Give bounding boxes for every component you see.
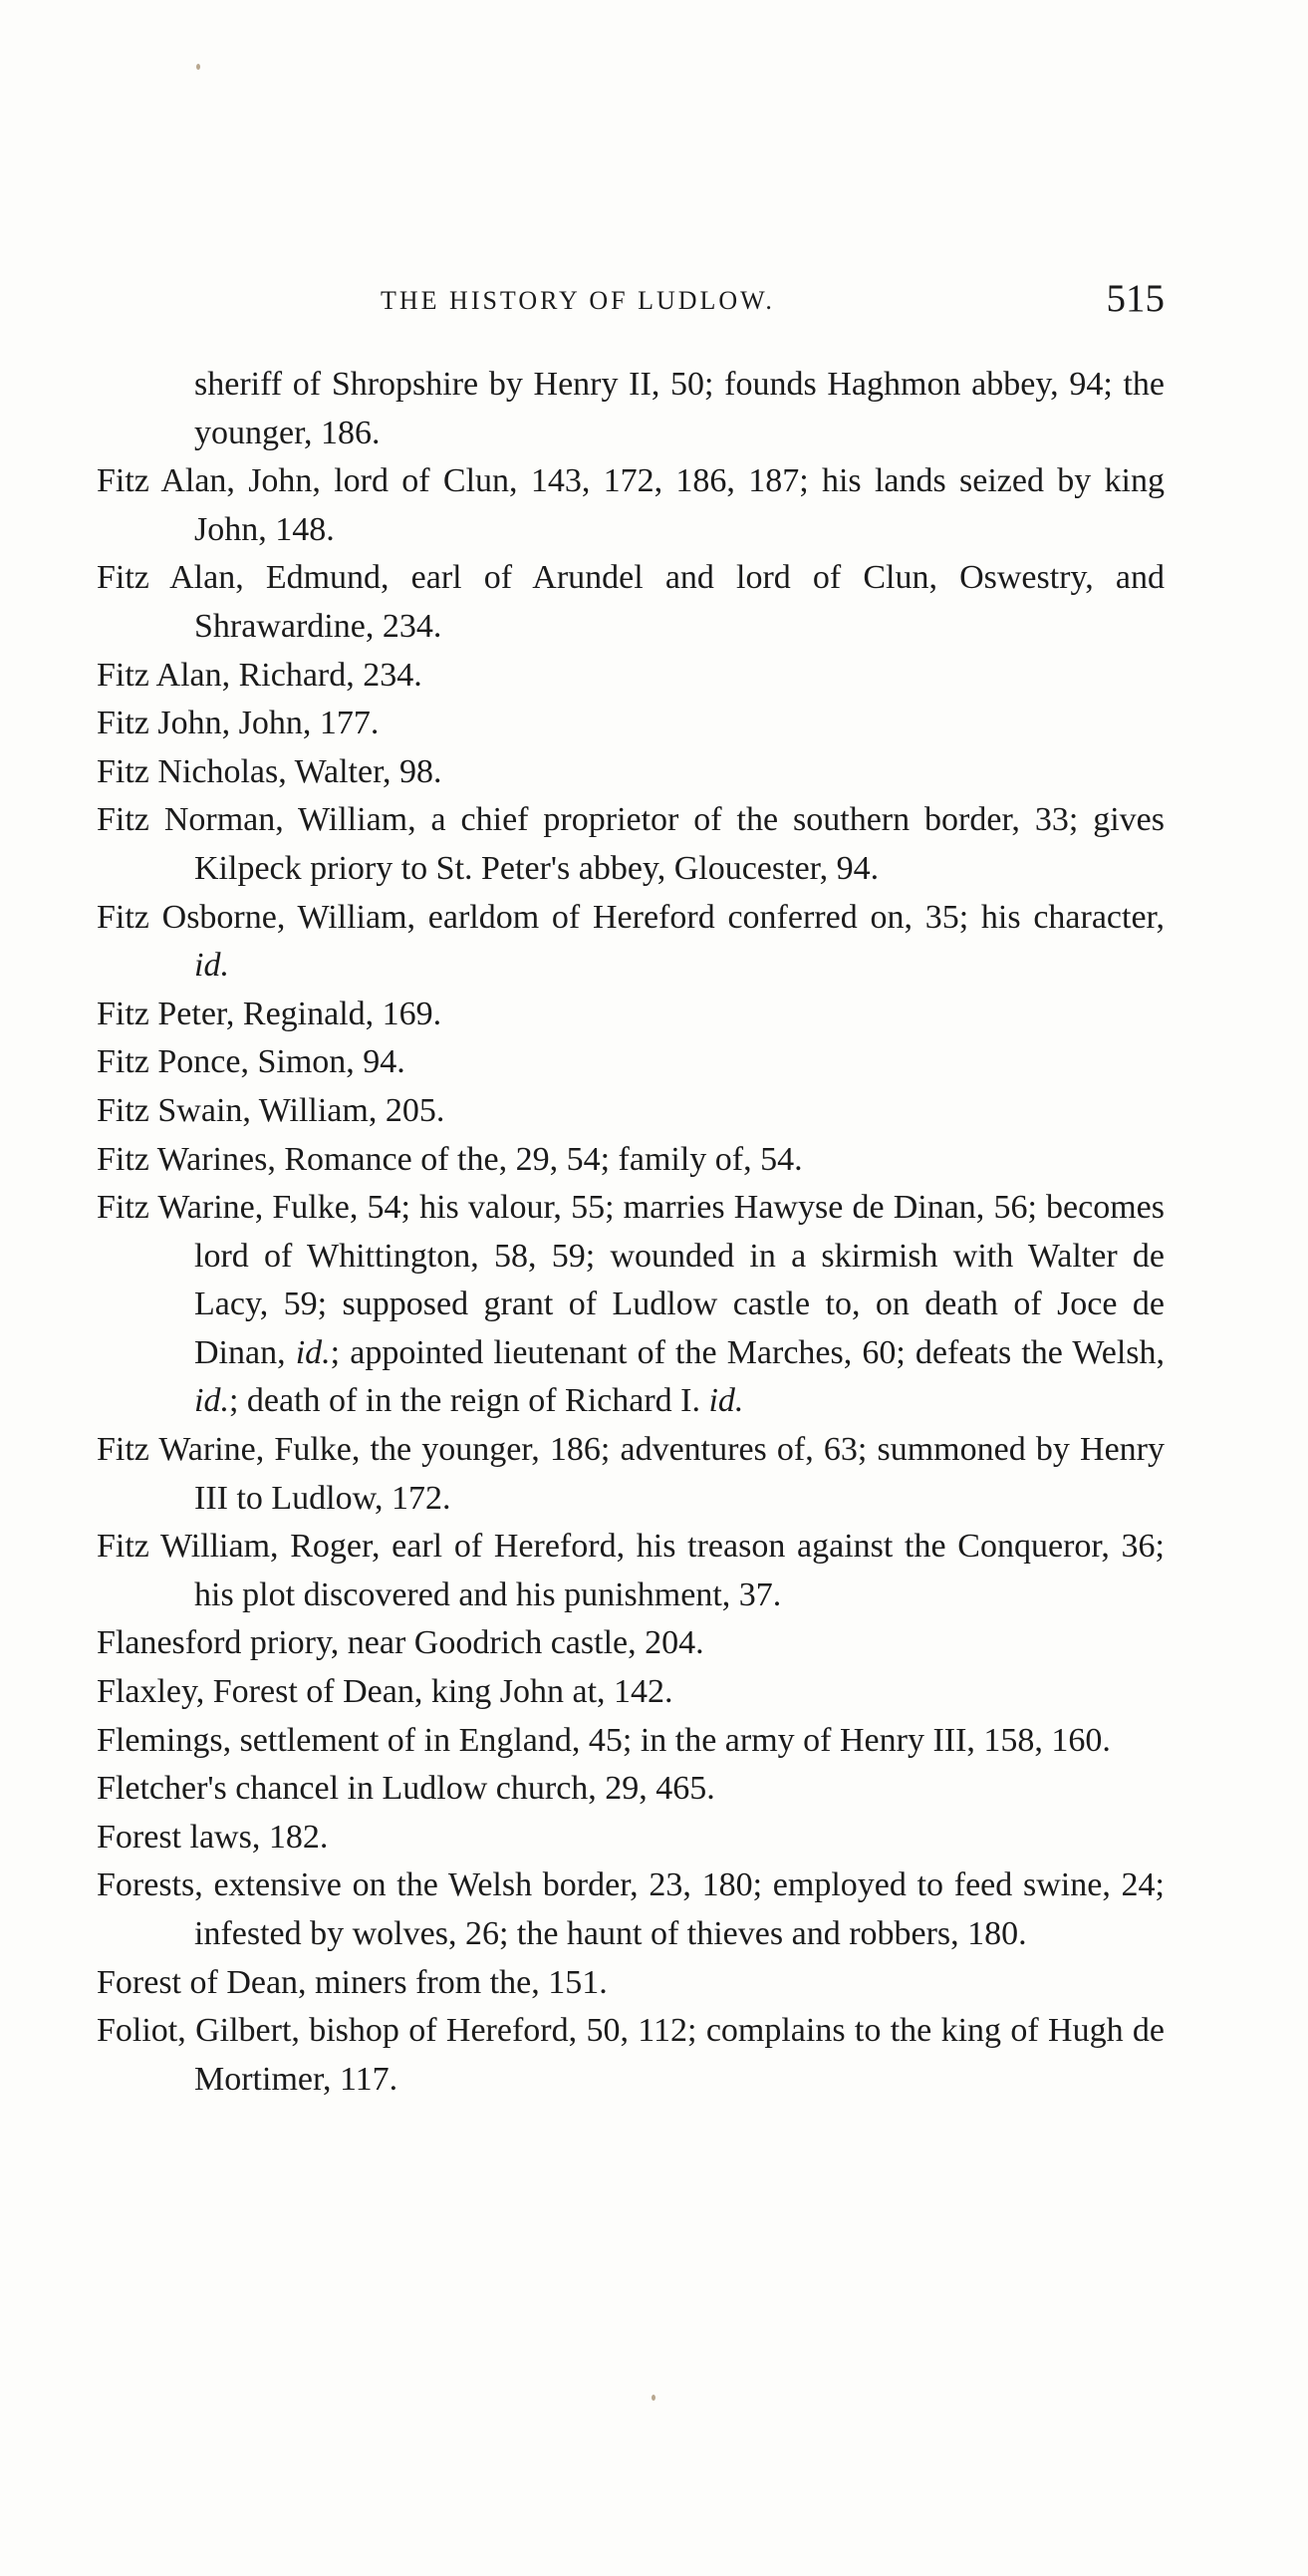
index-list <box>97 361 1165 2104</box>
index-entry: Flanesford priory, near Goodrich castle, 204. <box>97 1624 704 1662</box>
index-entry: Foliot, Gilbert, bishop of Hereford, 50, 112; complains to the king of Hugh de Mortimer, 117. <box>97 2012 1165 2098</box>
index-entry: Fitz Warines, Romance of the, 29, 54; family of, 54. <box>97 1140 803 1178</box>
index-entry: Fitz Alan, Richard, 234. <box>97 656 422 694</box>
index-entry: Flaxley, Forest of Dean, king John at, 142. <box>97 1673 673 1711</box>
index-entry: Fitz John, John, 177. <box>97 705 380 742</box>
index-entry: Forest laws, 182. <box>97 1818 329 1856</box>
index-entry: Fitz Warine, Fulke, the younger, 186; adventures of, 63; summoned by Henry III to Ludlow, 172. <box>97 1431 1165 1517</box>
index-entry: Fitz Alan, Edmund, earl of Arundel and lord of Clun, Oswestry, and Shrawardine, 234. <box>97 559 1165 645</box>
index-entry: Fitz William, Roger, earl of Hereford, his treason against the Conqueror, 36; his plot discovered and his punishment, 37. <box>97 1528 1165 1613</box>
page-header <box>97 277 1165 332</box>
index-entry: Flemings, settlement of in England, 45; in the army of Henry III, 158, 160. <box>97 1721 1111 1759</box>
paper-speck <box>196 64 200 70</box>
page-number: 515 <box>1106 277 1165 320</box>
running-title: THE HISTORY OF LUDLOW. <box>381 286 775 315</box>
index-entry: Fitz Nicholas, Walter, 98. <box>97 752 442 790</box>
index-entry: sheriff of Shropshire by Henry II, 50; founds Haghmon abbey, 94; the younger, 186. <box>194 366 1165 451</box>
index-entry: Forest of Dean, miners from the, 151. <box>97 1963 608 2001</box>
index-entry: Fletcher's chancel in Ludlow church, 29, 465. <box>97 1770 715 1808</box>
index-entry: Fitz Alan, John, lord of Clun, 143, 172, 186, 187; his lands seized by king John, 148. <box>97 462 1165 548</box>
paper-speck <box>652 2395 655 2401</box>
index-entry: Fitz Ponce, Simon, 94. <box>97 1043 405 1081</box>
index-entry: Fitz Osborne, William, earldom of Hereford conferred on, 35; his character, id. <box>97 898 1165 985</box>
index-entry: Fitz Swain, William, 205. <box>97 1091 445 1129</box>
index-entry: Fitz Norman, William, a chief proprietor of the southern border, 33; gives Kilpeck priory to St. Peter's abbey, Gloucester, 94. <box>97 801 1165 887</box>
index-entry: Forests, extensive on the Welsh border, 23, 180; employed to feed swine, 24; infested by wolves, 26; the haunt of thieves and robbers, 180. <box>97 1866 1165 1952</box>
index-entry: Fitz Peter, Reginald, 169. <box>97 995 442 1032</box>
index-entry: Fitz Warine, Fulke, 54; his valour, 55; marries Hawyse de Dinan, 56; becomes lord of Whittington, 58, 59; wounded in a skirmish with Walter de Lacy, 59; supposed grant of Ludlow castle to, on death of Joce de Dinan, id.; appointed lieutenant of the Marches, 60; defeats the Welsh, id.; death of in the reign of Richard I. id. <box>97 1189 1165 1420</box>
